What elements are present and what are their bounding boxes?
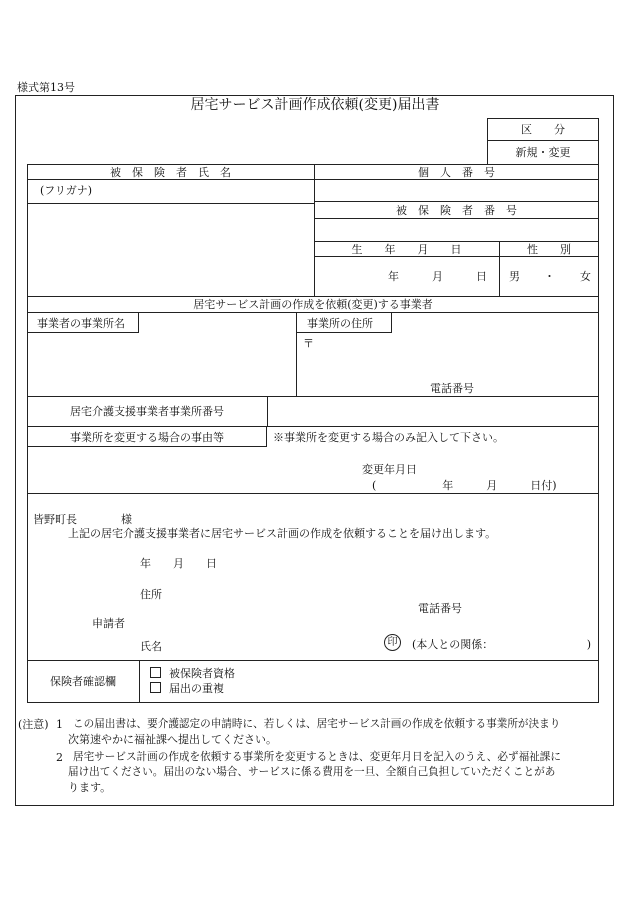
- office-number-field[interactable]: [270, 398, 596, 424]
- office-number-label: 居宅介護支援事業者事業所番号: [70, 405, 224, 418]
- sex-male[interactable]: 男: [509, 270, 520, 283]
- birthdate-header: 生 年 月 日: [351, 243, 462, 256]
- sex-dot: ・: [544, 270, 555, 283]
- office-address-field[interactable]: [318, 336, 596, 380]
- change-date-value[interactable]: ( 年 月 日付): [372, 479, 557, 492]
- applicant-phone-label: 電話番号: [418, 602, 462, 615]
- office-name-field[interactable]: [30, 336, 292, 394]
- applicant-name-field[interactable]: [170, 634, 380, 652]
- postal-mark: 〒: [303, 337, 314, 350]
- note-2-number: 2: [56, 751, 63, 764]
- form-title: 居宅サービス計画作成依頼(変更)届出書: [190, 97, 440, 113]
- furigana-label: (フリガナ): [40, 184, 93, 197]
- change-reason-field[interactable]: [30, 450, 596, 464]
- notes-prefix: (注意): [18, 718, 49, 731]
- form-number: 様式第13号: [17, 81, 75, 94]
- office-address-label: 事業所の住所: [307, 317, 373, 330]
- applicant-label: 申請者: [92, 617, 125, 630]
- note-2-line3: ります。: [68, 781, 112, 794]
- applicant-name-label: 氏名: [140, 640, 162, 653]
- category-header: 区 分: [521, 123, 565, 136]
- change-note: ※事業所を変更する場合のみ記入して下さい。: [273, 431, 504, 444]
- change-date-label: 変更年月日: [362, 463, 417, 476]
- office-phone-label: 電話番号: [430, 382, 474, 395]
- note-1-line2: 次第速やかに福祉課へ提出してください。: [68, 733, 277, 746]
- insured-name-field[interactable]: [30, 205, 310, 295]
- applicant-address-label: 住所: [140, 588, 162, 601]
- personal-number-field[interactable]: [316, 181, 596, 200]
- birthdate-value[interactable]: 年 月 日: [388, 270, 487, 283]
- note-2-line2: 届け出てください。届出のない場合、サービスに係る費用を一旦、全額自己負担していただくことがあ: [68, 766, 556, 778]
- insured-number-header: 被 保 険 者 番 号: [396, 204, 517, 217]
- checkbox-icon[interactable]: [150, 682, 161, 693]
- check-item-duplicate[interactable]: 届出の重複: [150, 682, 224, 695]
- note-2-line1: 居宅サービス計画の作成を依頼する事業所を変更するときは、変更年月日を記入のうえ、必ず福祉課に: [73, 751, 561, 763]
- insured-number-field[interactable]: [316, 220, 596, 239]
- provider-section-header: 居宅サービス計画の作成を依頼(変更)する事業者: [193, 298, 433, 311]
- insurer-check-label: 保険者確認欄: [50, 675, 116, 688]
- declaration-date[interactable]: 年 月 日: [140, 557, 217, 570]
- insured-name-header: 被 保 険 者 氏 名: [110, 166, 231, 179]
- furigana-field[interactable]: [120, 180, 310, 202]
- change-reason-label: 事業所を変更する場合の事由等: [70, 431, 224, 444]
- office-name-label: 事業者の事業所名: [37, 317, 125, 330]
- note-1-line1: この届出書は、要介護認定の申請時に、若しくは、居宅サービス計画の作成を依頼する事業所が決まり: [73, 718, 561, 730]
- declaration-statement: 上記の居宅介護支援事業者に居宅サービス計画の作成を依頼することを届け出します。: [68, 527, 497, 540]
- personal-number-header: 個 人 番 号: [418, 166, 495, 179]
- check-item-insured-status[interactable]: 被保険者資格: [150, 667, 235, 680]
- sex-header: 性 別: [527, 243, 571, 256]
- addressee: 皆野町長 様: [33, 513, 132, 526]
- seal-mark: 印: [384, 634, 401, 651]
- note-1-number: 1: [56, 718, 63, 731]
- applicant-address-field[interactable]: [170, 584, 590, 602]
- checkbox-icon[interactable]: [150, 667, 161, 678]
- applicant-relationship[interactable]: (本人との関係： ): [412, 638, 592, 651]
- category-value[interactable]: 新規・変更: [515, 146, 571, 159]
- sex-female[interactable]: 女: [580, 270, 591, 283]
